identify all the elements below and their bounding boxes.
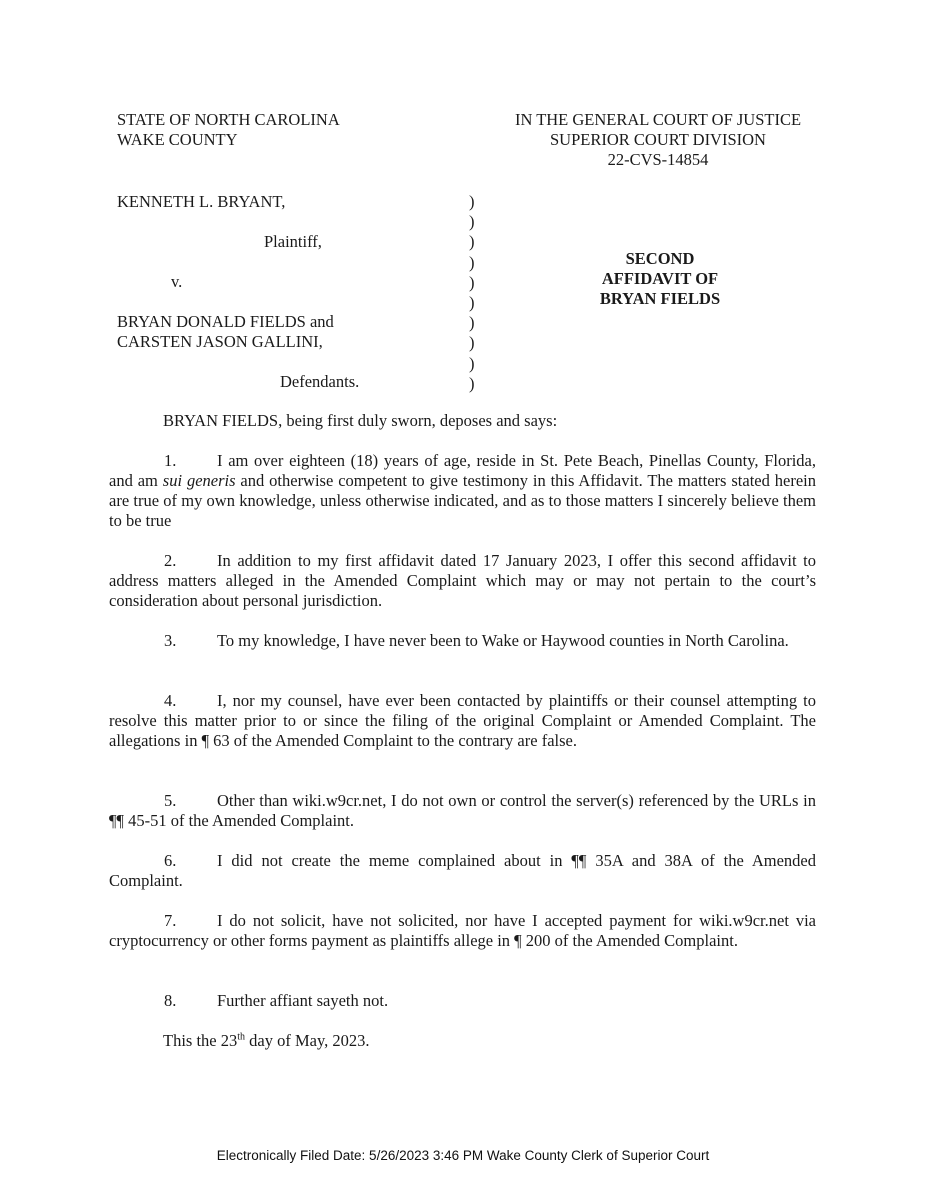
paren: ) (469, 293, 475, 313)
plaintiff-name: KENNETH L. BRYANT, (117, 192, 286, 211)
court-name: IN THE GENERAL COURT OF JUSTICE (514, 110, 802, 129)
title-line-2: AFFIDAVIT OF (601, 269, 719, 288)
paragraph-number: 4. (164, 691, 177, 710)
header-right (490, 110, 826, 170)
paren: ) (469, 212, 475, 232)
paren: ) (469, 373, 475, 393)
paragraph-number: 1. (164, 451, 177, 470)
paragraph-2: 2. In addition to my first affidavit dated 17 January 2023, I offer this second affidavit to address matters alleged in the Amended Complaint which may or may not pertain to the court’s consideration about personal jurisdiction. (109, 551, 816, 610)
state-name: STATE OF NORTH CAROLINA (117, 110, 340, 129)
paragraph-number: 3. (164, 631, 177, 650)
ordinal-suffix: th (237, 1031, 246, 1043)
court-division: SUPERIOR COURT DIVISION (550, 130, 766, 149)
plaintiff-role: Plaintiff, (264, 232, 322, 251)
paren: ) (469, 313, 475, 333)
paren: ) (469, 252, 475, 272)
defendant-2: CARSTEN JASON GALLINI, (117, 332, 323, 351)
title-line-1: SECOND (625, 249, 695, 268)
paren: ) (469, 353, 475, 373)
title-line-3: BRYAN FIELDS (599, 289, 721, 308)
paragraph-number: 6. (164, 851, 177, 870)
paragraph-number: 7. (164, 911, 177, 930)
paren: ) (469, 333, 475, 353)
paragraph-7: 7. I do not solicit, have not solicited, nor have I accepted payment for wiki.w9cr.net via cryptocurrency or other forms payment as plaintiffs allege in ¶ 200 of the Amended Complaint. (109, 911, 816, 950)
paren: ) (469, 192, 475, 211)
paragraph-5: 5. Other than wiki.w9cr.net, I do not own or control the server(s) referenced by the URLs in ¶¶ 45-51 of the Amended Complaint. (109, 791, 816, 830)
paragraph-1: 1. I am over eighteen (18) years of age, reside in St. Pete Beach, Pinellas County, Florida, and am sui generis and otherwise competent to give testimony in this Affidavit. The matters stated herein are true of my own knowledge, unless otherwise indicated, and as to those matters I sincerely believe them to be true (109, 451, 816, 530)
document-title (575, 249, 745, 309)
filing-stamp: Electronically Filed Date: 5/26/2023 3:46 PM Wake County Clerk of Superior Court (216, 1148, 710, 1163)
versus: v. (171, 272, 183, 291)
paragraph-6: 6. I did not create the meme complained about in ¶¶ 35A and 38A of the Amended Complaint. (109, 851, 816, 890)
defendant-1: BRYAN DONALD FIELDS and (117, 312, 334, 331)
header-left (117, 110, 340, 150)
paren: ) (469, 232, 475, 252)
case-number: 22-CVS-14854 (607, 150, 709, 169)
county-name: WAKE COUNTY (117, 130, 238, 149)
intro-line: BRYAN FIELDS, being first duly sworn, deposes and says: (163, 411, 558, 430)
paragraph-number: 8. (164, 991, 177, 1010)
italic-term: sui generis (162, 471, 236, 490)
closing-date-line: This the 23th day of May, 2023. (163, 1031, 370, 1050)
paragraph-3: 3. To my knowledge, I have never been to Wake or Haywood counties in North Carolina. (109, 631, 816, 651)
defendant-role: Defendants. (280, 372, 360, 391)
caption-bracket (469, 192, 475, 394)
paren: ) (469, 272, 475, 292)
paragraph-number: 5. (164, 791, 177, 810)
paragraph-4: 4. I, nor my counsel, have ever been contacted by plaintiffs or their counsel attempting to resolve this matter prior to or since the filing of the original Complaint or Amended Complaint. The allegations in ¶ 63 of the Amended Complaint to the contrary are false. (109, 691, 816, 750)
paragraph-8: 8. Further affiant sayeth not. (109, 991, 816, 1011)
paragraph-number: 2. (164, 551, 177, 570)
